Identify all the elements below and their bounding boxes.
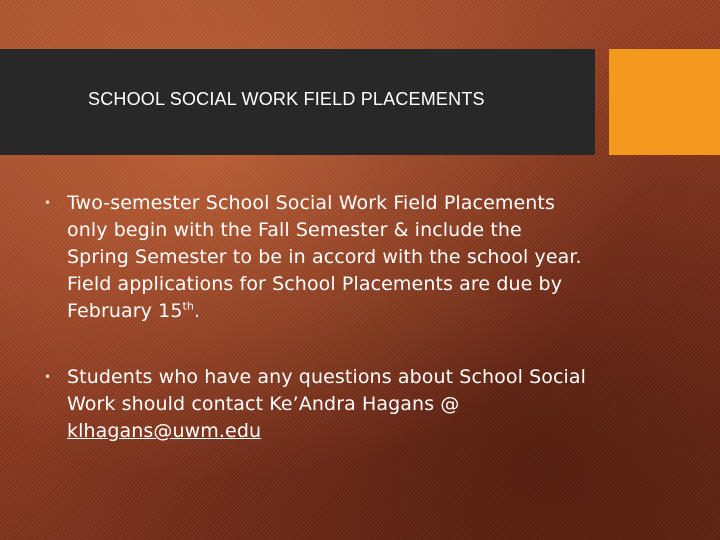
bullet-1-main-text: Two-semester School Social Work Field Placements only begin with the Fall Semester & include the Spring Semester to be in accord with the school year. Field applications for School Placements are due by February 15 [67,192,582,322]
accent-box [609,49,720,155]
bullet-dot-icon: • [44,370,52,384]
bullet-1-end-text: . [194,300,201,322]
bullet-dot-icon: • [44,196,52,210]
email-link[interactable]: klhagans@uwm.edu [67,420,262,442]
bullet-2-text: Students who have any questions about School Social Work should contact Ke’Andra Hagans @ [67,366,587,415]
bullet-text-1 [67,190,587,325]
bullet-1-superscript: th [182,299,195,313]
slide-title: SCHOOL SOCIAL WORK FIELD PLACEMENTS [88,89,485,109]
bullet-text-2 [67,364,587,445]
